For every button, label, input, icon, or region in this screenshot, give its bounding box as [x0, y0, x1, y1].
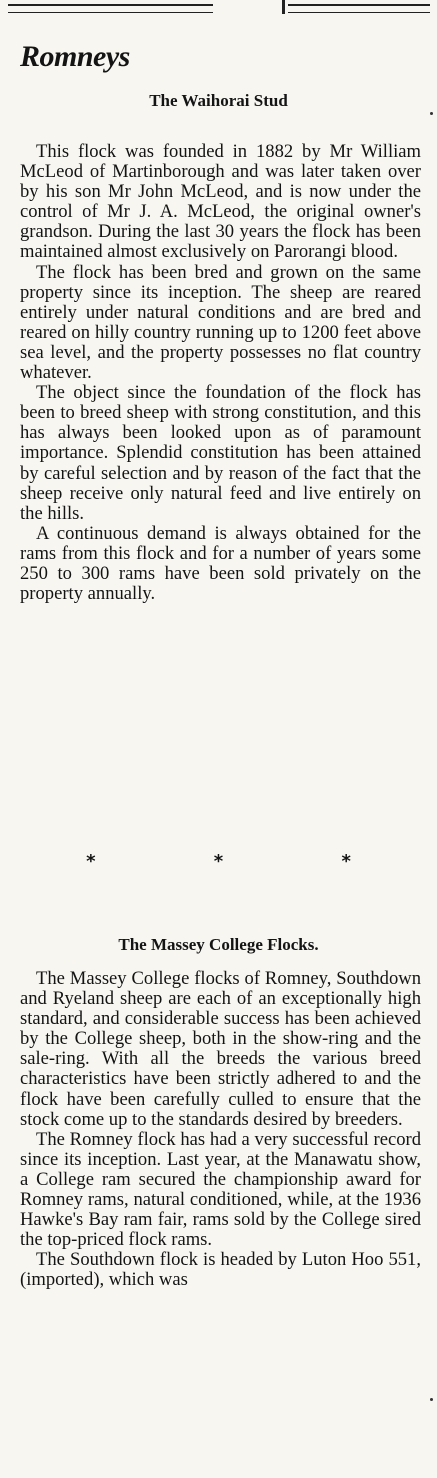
- section-title-waihorai: The Waihorai Stud: [149, 91, 288, 110]
- print-speck: [430, 1398, 433, 1401]
- section-title-massey: The Massey College Flocks.: [118, 935, 319, 954]
- paragraph: A continuous demand is always obtained for the rams from this flock and for a number of years some 250 to 300 rams have been sold privately on the property annually.: [20, 522, 421, 605]
- top-rule-left: [8, 4, 213, 13]
- paragraph: The Southdown flock is headed by Luton Hoo 551, (imported), which was: [20, 1249, 421, 1291]
- paragraph: This flock was founded in 1882 by Mr William McLeod of Martinborough and was later taken over by his son Mr John McLeod, and is now under the control of Mr J. A. McLeod, the original owner's grandson. During the last 30 years the flock has been maintained almost exclusively on Parorangi blood.: [20, 141, 421, 263]
- article-heading: Romneys: [20, 40, 130, 73]
- section-separator: * * *: [86, 851, 407, 872]
- top-rule-right: [288, 4, 430, 13]
- section-body-massey: [20, 969, 421, 1291]
- paragraph: The flock has been bred and grown on the same property since its inception. The sheep are reared entirely under natural conditions and are bred and reared on hilly country running up to 1200 feet above sea level, and the property possesses no flat country whatever.: [20, 261, 421, 384]
- print-speck: [430, 112, 433, 115]
- section-body-waihorai: [20, 142, 421, 604]
- paragraph: The object since the foundation of the flock has been to breed sheep with strong constitution, and this has always been looked upon as of paramount importance. Splendid constitution has been attained by careful selection and by reason of the fact that the sheep receive only natural feed and live entirely on the hills.: [20, 382, 421, 524]
- paragraph: The Massey College flocks of Romney, Southdown and Ryeland sheep are each of an exceptionally high standard, and considerable success has been achieved by the College sheep, both in the show-ring and the sale-ring. With all the breeds the various breed characteristics have been strictly adhered to and the flock have been carefully culled to ensure that the stock come up to the standards desired by breeders.: [20, 968, 421, 1130]
- paragraph: The Romney flock has had a very successful record since its inception. Last year, at the Manawatu show, a College ram secured the championship award for Romney rams, natural conditioned, while, at the 1936 Hawke's Bay ram fair, rams sold by the College sired the top-priced flock rams.: [20, 1128, 421, 1251]
- top-rule-tick: [282, 0, 285, 14]
